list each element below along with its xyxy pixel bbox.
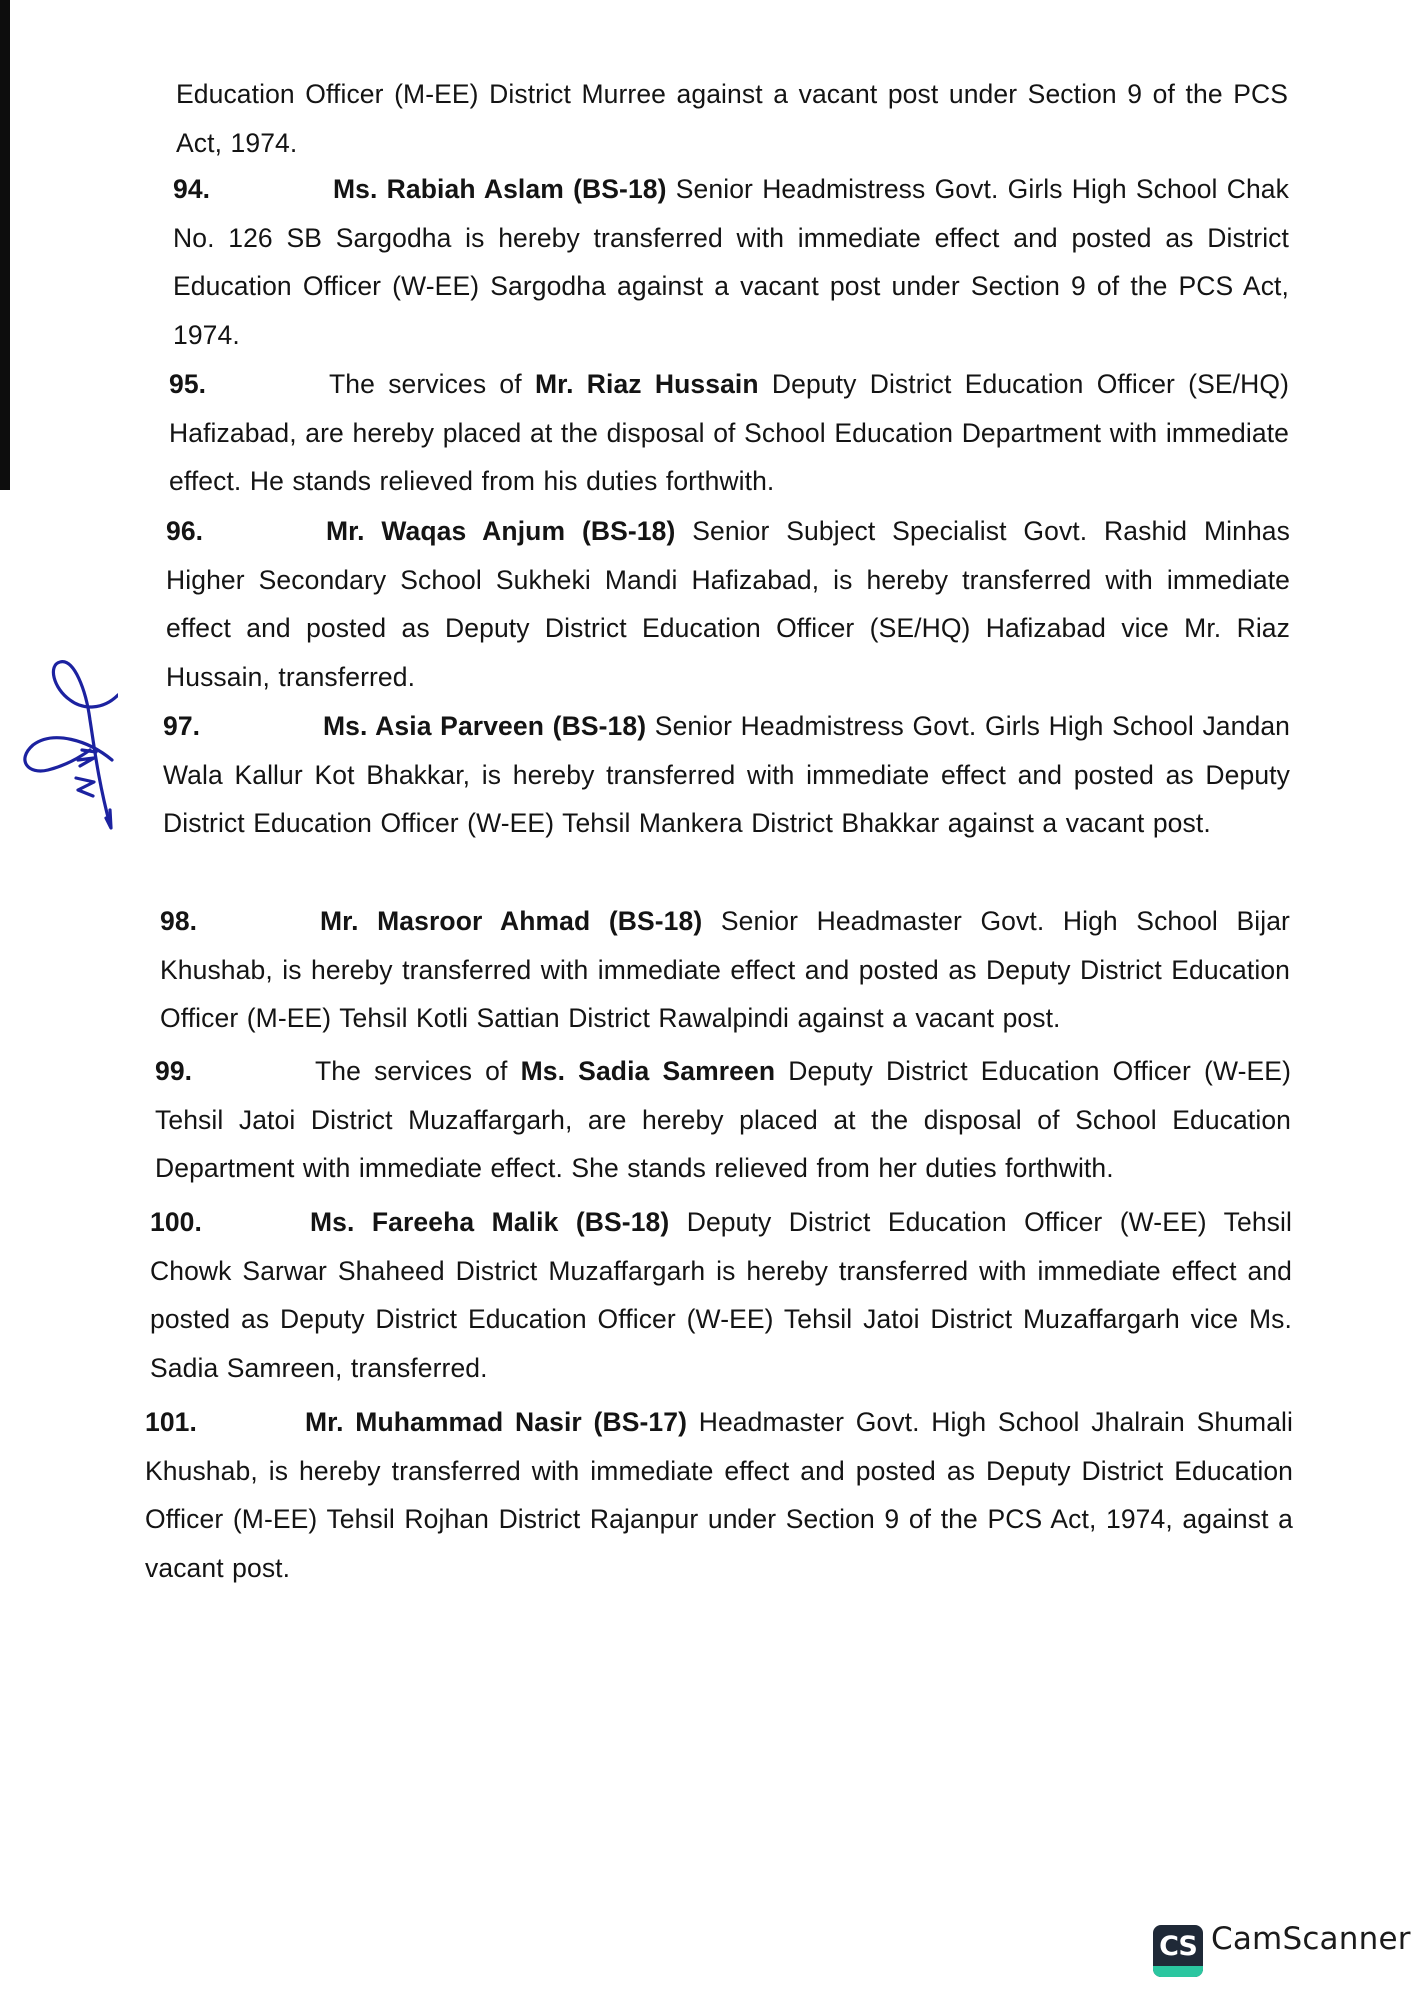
logo-accent-strip <box>1153 1966 1203 1977</box>
paragraph-number: 97. <box>163 711 201 741</box>
officer-name: Mr. Muhammad Nasir (BS-17) <box>305 1407 688 1437</box>
paragraph-number: 99. <box>155 1056 193 1086</box>
paragraph-number: 101. <box>145 1407 197 1437</box>
order-paragraph-95 <box>169 360 1289 506</box>
paragraph-number: 94. <box>173 174 211 204</box>
order-paragraph-99 <box>155 1047 1291 1193</box>
paragraph-text: Education Officer (M-EE) District Murree against a vacant post under Section 9 of the PCS Act, 1974. <box>176 79 1288 158</box>
order-paragraph-98 <box>160 897 1290 1043</box>
paragraph-number: 100. <box>150 1207 202 1237</box>
paragraph-body: Deputy District Education Officer (W-EE) Tehsil Chowk Sarwar Shaheed District Muzaffargarh is hereby transferred with immediate effect and posted as Deputy District Education Officer (W-EE) Tehsil Jatoi District Muzaffargarh vice Ms. Sadia Samreen, transferred. <box>150 1207 1292 1383</box>
paragraph-body: Deputy District Education Officer (W-EE) Tehsil Jatoi District Muzaffargarh, are hereby placed at the disposal of School Education Department with immediate effect. She stands relieved from her duties forthwith. <box>155 1056 1292 1184</box>
officer-name: Ms. Fareeha Malik (BS-18) <box>310 1207 670 1237</box>
officer-name: Ms. Asia Parveen (BS-18) <box>323 711 647 741</box>
officer-name: Ms. Sadia Samreen <box>520 1056 776 1086</box>
order-paragraph-100 <box>150 1198 1292 1392</box>
logo-text: CS <box>1159 1931 1197 1962</box>
paragraph-continuation <box>176 70 1288 167</box>
paragraph-number: 98. <box>160 906 198 936</box>
paragraph-number: 95. <box>169 369 207 399</box>
camscanner-watermark: CamScanner <box>1211 1921 1411 1957</box>
paragraph-body: Senior Headmistress Govt. Girls High School Chak No. 126 SB Sargodha is hereby transferred with immediate effect and posted as District Education Officer (W-EE) Sargodha against a vacant post under Section 9 of the PCS Act, 1974. <box>173 174 1289 350</box>
officer-name: Mr. Masroor Ahmad (BS-18) <box>320 906 703 936</box>
paragraph-lead: The services of <box>315 1056 521 1086</box>
paragraph-number: 96. <box>166 516 204 546</box>
order-paragraph-96 <box>166 507 1290 701</box>
order-paragraph-101 <box>145 1398 1293 1592</box>
paragraph-body: Senior Subject Specialist Govt. Rashid Minhas Higher Secondary School Sukheki Mandi Hafizabad, is hereby transferred with immediate effect and posted as Deputy District Education Officer (SE/HQ) Hafizabad vice Mr. Riaz Hussain, transferred. <box>166 516 1290 692</box>
camscanner-logo-icon <box>1153 1925 1203 1977</box>
officer-name: Mr. Waqas Anjum (BS-18) <box>326 516 676 546</box>
handwritten-signature-icon <box>8 650 118 840</box>
paragraph-lead: The services of <box>329 369 535 399</box>
paragraph-body: Deputy District Education Officer (SE/HQ) Hafizabad, are hereby placed at the disposal of School Education Department with immediate effect. He stands relieved from his duties forthwith. <box>169 369 1289 497</box>
officer-name: Ms. Rabiah Aslam (BS-18) <box>333 174 667 204</box>
paragraph-body: Headmaster Govt. High School Jhalrain Shumali Khushab, is hereby transferred with immediate effect and posted as Deputy District Education Officer (M-EE) Tehsil Rojhan District Rajanpur under Section 9 of the PCS Act, 1974, against a vacant post. <box>145 1407 1294 1583</box>
order-paragraph-94 <box>173 165 1289 359</box>
paragraph-body: Senior Headmaster Govt. High School Bijar Khushab, is hereby transferred with immediate effect and posted as Deputy District Education Officer (M-EE) Tehsil Kotli Sattian District Rawalpindi against a vacant post. <box>160 906 1290 1034</box>
officer-name: Mr. Riaz Hussain <box>534 369 759 399</box>
paragraph-body: Senior Headmistress Govt. Girls High School Jandan Wala Kallur Kot Bhakkar, is hereby transferred with immediate effect and posted as Deputy District Education Officer (W-EE) Tehsil Mankera District Bhakkar against a vacant post. <box>163 711 1291 839</box>
order-paragraph-97 <box>163 702 1290 848</box>
scan-border-edge <box>0 0 10 490</box>
